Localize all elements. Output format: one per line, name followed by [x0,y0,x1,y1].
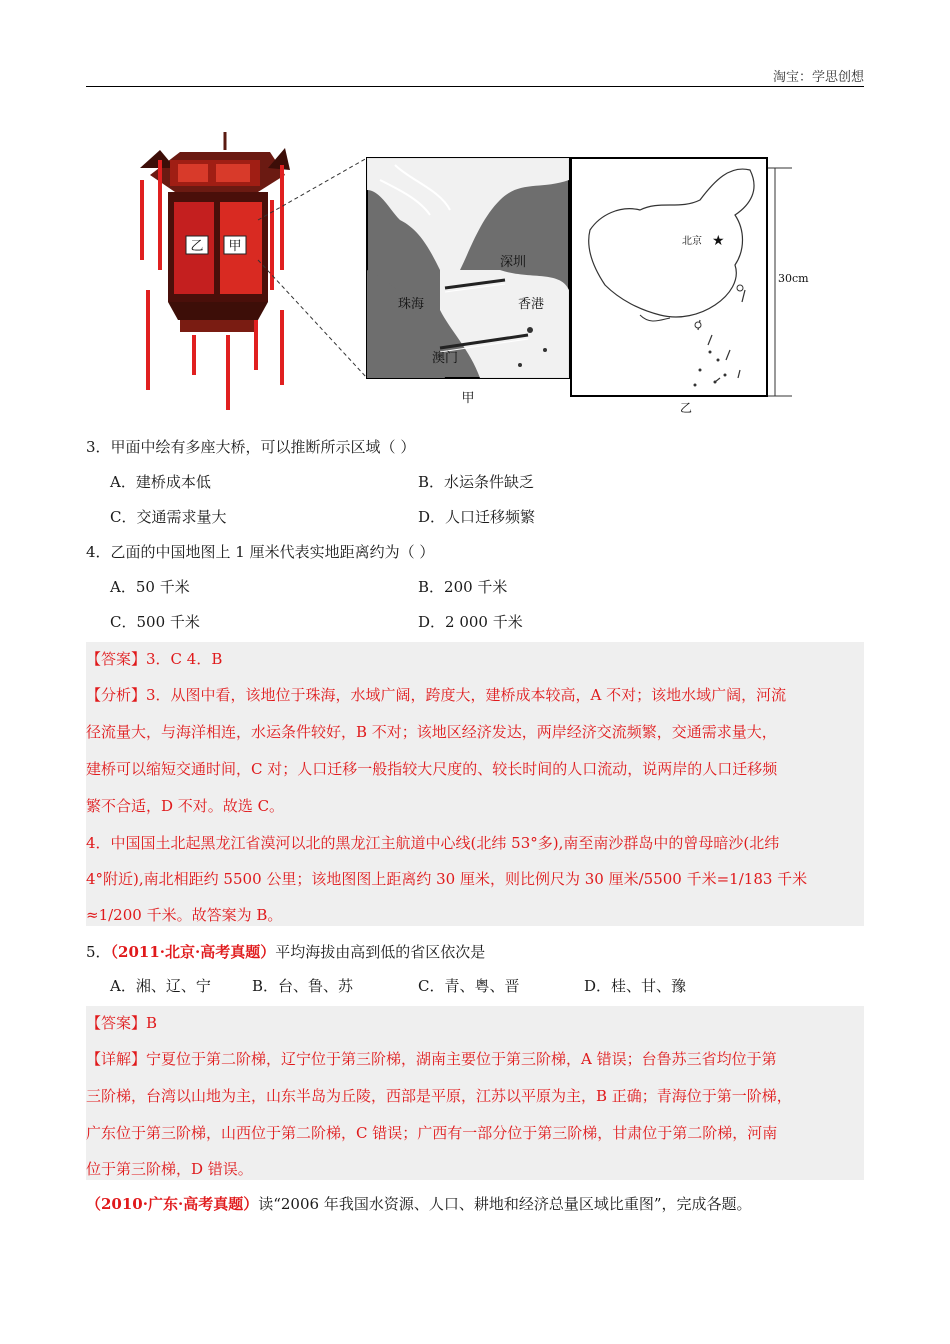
map-yi [571,158,809,415]
q3-option-b: B．水运条件缺乏 [418,473,535,491]
q3-option-a: A．建桥成本低 [110,473,211,491]
q5-option-c: C．青、粤、晋 [418,977,520,995]
q3-option-c: C．交通需求量大 [110,508,227,526]
analysis-line: 径流量大，与海洋相连，水运条件较好，B 不对；该地区经济发达，两岸经济交流频繁，交通需求量大， [86,723,777,741]
question-3-stem: 3．甲面中绘有多座大桥，可以推断所示区域（ ） [86,438,416,456]
answer-box-q3-q4 [86,642,864,926]
analysis-line: 4．中国国土北起黑龙江省漠河以北的黑龙江主航道中心线(北纬 53°多),南至南沙群岛中的曾母暗沙(北纬 [86,834,780,852]
capital-label: 北京 [682,236,702,247]
map-jia [367,158,569,406]
q4-option-c: C．500 千米 [110,613,200,631]
next-question-intro [86,1194,752,1214]
q5-number: 5． [86,943,111,961]
detail-line: 位于第三阶梯，D 错误。 [86,1160,253,1178]
place-zhuhai: 珠海 [398,297,425,312]
figure-svg [0,120,950,420]
answer-box-q5 [86,1006,864,1180]
lantern-label-jia: 甲 [228,239,242,254]
question-4-stem: 4．乙面的中国地图上 1 厘米代表实地距离约为（ ） [86,543,435,561]
analysis-line: 繁不合适，D 不对。故选 C。 [86,797,285,815]
page-header [86,64,864,87]
place-macau: 澳门 [432,351,459,366]
q3-option-d: D．人口迁移频繁 [418,508,536,526]
header-brand: 淘宝：学思创想 [772,70,864,85]
lantern-map-figure [0,120,950,420]
map-jia-caption: 甲 [461,391,475,406]
scale-length-label: 30cm [778,272,809,285]
next-source: （2010·广东·高考真题） [86,1195,259,1213]
analysis-line: ≈1/200 千米。故答案为 B。 [86,906,283,924]
place-shenzhen: 深圳 [500,255,527,270]
next-text: 读“2006 年我国水资源、人口、耕地和经济总量区域比重图”，完成各题。 [258,1195,752,1213]
place-hongkong: 香港 [518,297,545,312]
answer-q5: 【答案】B [86,1014,158,1032]
detail-line: 广东位于第三阶梯，山西位于第二阶梯，C 错误；广西有一部分位于第三阶梯，甘肃位于第二阶梯，河南 [86,1124,778,1142]
q5-text: 平均海拔由高到低的省区依次是 [275,943,486,961]
question-5-stem [86,942,485,962]
q5-option-a: A．湘、辽、宁 [110,977,211,995]
q4-option-b: B．200 千米 [418,578,508,596]
analysis-line: 【分析】3．从图中看，该地位于珠海，水域广阔，跨度大，建桥成本较高，A 不对；该地水域广阔，河流 [86,686,787,704]
lantern-label-yi: 乙 [190,239,204,254]
q5-option-b: B．台、鲁、苏 [252,977,354,995]
analysis-line: 4°附近),南北相距约 5500 公里；该地图图上距离约 30 厘米，则比例尺为 30 厘米/5500 千米=1/183 千米 [86,870,808,888]
detail-line: 三阶梯，台湾以山地为主，山东半岛为丘陵，西部是平原，江苏以平原为主，B 正确；青海位于第一阶梯， [86,1087,792,1105]
map-yi-caption: 乙 [679,401,693,415]
q4-option-a: A．50 千米 [110,578,190,596]
q4-option-d: D．2 000 千米 [418,613,523,631]
analysis-line: 建桥可以缩短交通时间，C 对；人口迁移一般指较大尺度的、较长时间的人口流动，说两岸的人口迁移频 [86,760,778,778]
detail-line: 【详解】宁夏位于第二阶梯，辽宁位于第三阶梯，湖南主要位于第三阶梯，A 错误；台鲁苏三省均位于第 [86,1050,777,1068]
capital-star: ★ [712,233,725,249]
q5-option-d: D．桂、甘、豫 [584,977,687,995]
answer-q3-q4: 【答案】3．C 4．B [86,650,223,668]
q5-source: （2011·北京·高考真题） [110,943,276,961]
